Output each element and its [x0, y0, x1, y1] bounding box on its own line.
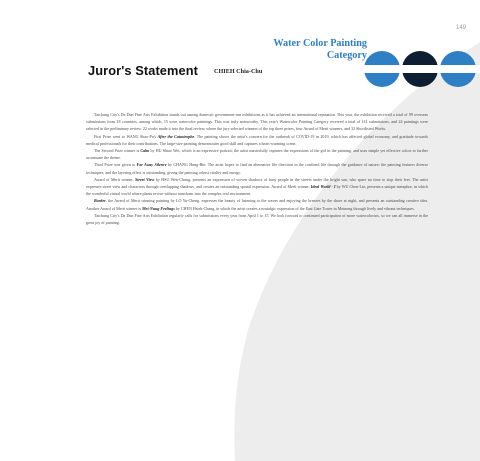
body-paragraph	[86, 197, 428, 211]
paragraph-text: , the Award of Merit winning painting by LO Yu-Cheng, expresses the beauty of listening to the waves and enjoying the breezes by the shore at night, and presents an outstanding creative idea. Another Award of Merit winner is	[86, 198, 428, 211]
paragraph-text: First Prize went to WANG Shao-Pu's	[94, 133, 158, 139]
blue-black-circles-emblem	[364, 51, 480, 91]
paragraph-text: by HSU Wen-Chung, presents an expression of woven shadows of busy people in the streets under the bright sun, who spare no time to stop their feet. The artist expresses street view and characters through overlapping shadows, and creates an outstanding spatial expression. Award of Merit winner,	[86, 176, 429, 190]
paragraph-text: Award of Merit winner,	[94, 176, 135, 182]
category-line-1: Water Color Painting	[273, 38, 367, 49]
paragraph-text: by CHANG Hung-Bin. The artist hopes to find an alternative life direction in the confined life through the guidance of nature; the painting features diverse techniques, and the layering effect is outstanding, giving the painting robust vitality and energy.	[86, 162, 428, 175]
artwork-title: Ideal World - I	[310, 184, 336, 190]
statement-body	[86, 111, 428, 226]
artwork-title: Street View	[134, 176, 155, 182]
paragraph-text: Taichung City's Da Dun Fine Arts Exhibition stands out among domestic government-run exhibitions as it has achieved an international reputation. This year, the exhibition received a total of 99 overseas submissions from 18 countries, among which, 15 were watercolor paintings. This was truly noteworthy. This year's Watercolor Painting Category received a total of 141 submissions, and 24 paintings were selected in the preliminary review. 22 works made it into the final review, where the jury selected winners of the top three prizes, four Award of Merit winners, and 32 Shortlisted Works.	[86, 112, 428, 132]
paragraph-text: by WU Chen-Lin, presents a unique metaphor, in which the wonderful virtual world where plants revive without transform into the complex real environment.	[86, 184, 428, 197]
body-paragraph	[86, 133, 428, 147]
paragraph-text: Third Prize was given to	[94, 162, 137, 168]
paragraph-text: . The painting shows the artist's concern for the outbreak of COVID-19 in 2019, which has affected global economy, and gratitude towards medical professionals for their contributions. The large-size painting demonstrates good skill and captures a heart-warming scene.	[86, 133, 428, 146]
artwork-title: Calm	[140, 148, 150, 154]
page-title: Juror's Statement	[88, 63, 198, 78]
author-name: CHIEH Chia-Chu	[214, 68, 263, 75]
paragraph-text: by CHEN Hsieh-Chang, in which the artist creates a nostalgic expression of the East Gate Tower in Meinong through lively and vibrant techniques.	[174, 205, 415, 211]
body-paragraph	[86, 176, 428, 198]
body-paragraph	[86, 111, 428, 133]
artwork-title: After the Catastrophe	[157, 133, 195, 139]
body-paragraph	[86, 147, 428, 161]
category-line-2: Category	[326, 50, 367, 61]
paragraph-text: Taichung City's Da Dun Fine Arts Exhibition regularly calls for submissions every year from April 1 to 15. We look forward to continued participation of more watercolorists, so we can all immerse in the great joy of painting.	[86, 212, 428, 226]
artwork-title: Mei-Nung Feelings	[142, 205, 175, 211]
artwork-title: Far Away Silence	[136, 162, 167, 168]
paragraph-text: by HU Shiao Wei, which is an expressive portrait; the artist masterfully captures the expressions of the girl in the painting, and uses simple yet effective colors to further accentuate the theme.	[86, 148, 428, 161]
body-paragraph	[86, 161, 428, 175]
paragraph-text: The Second Prize winner is	[94, 148, 141, 154]
body-paragraph	[86, 212, 428, 226]
category-heading	[207, 38, 367, 62]
page-number: 149	[455, 25, 466, 31]
artwork-title: Border	[94, 198, 106, 204]
